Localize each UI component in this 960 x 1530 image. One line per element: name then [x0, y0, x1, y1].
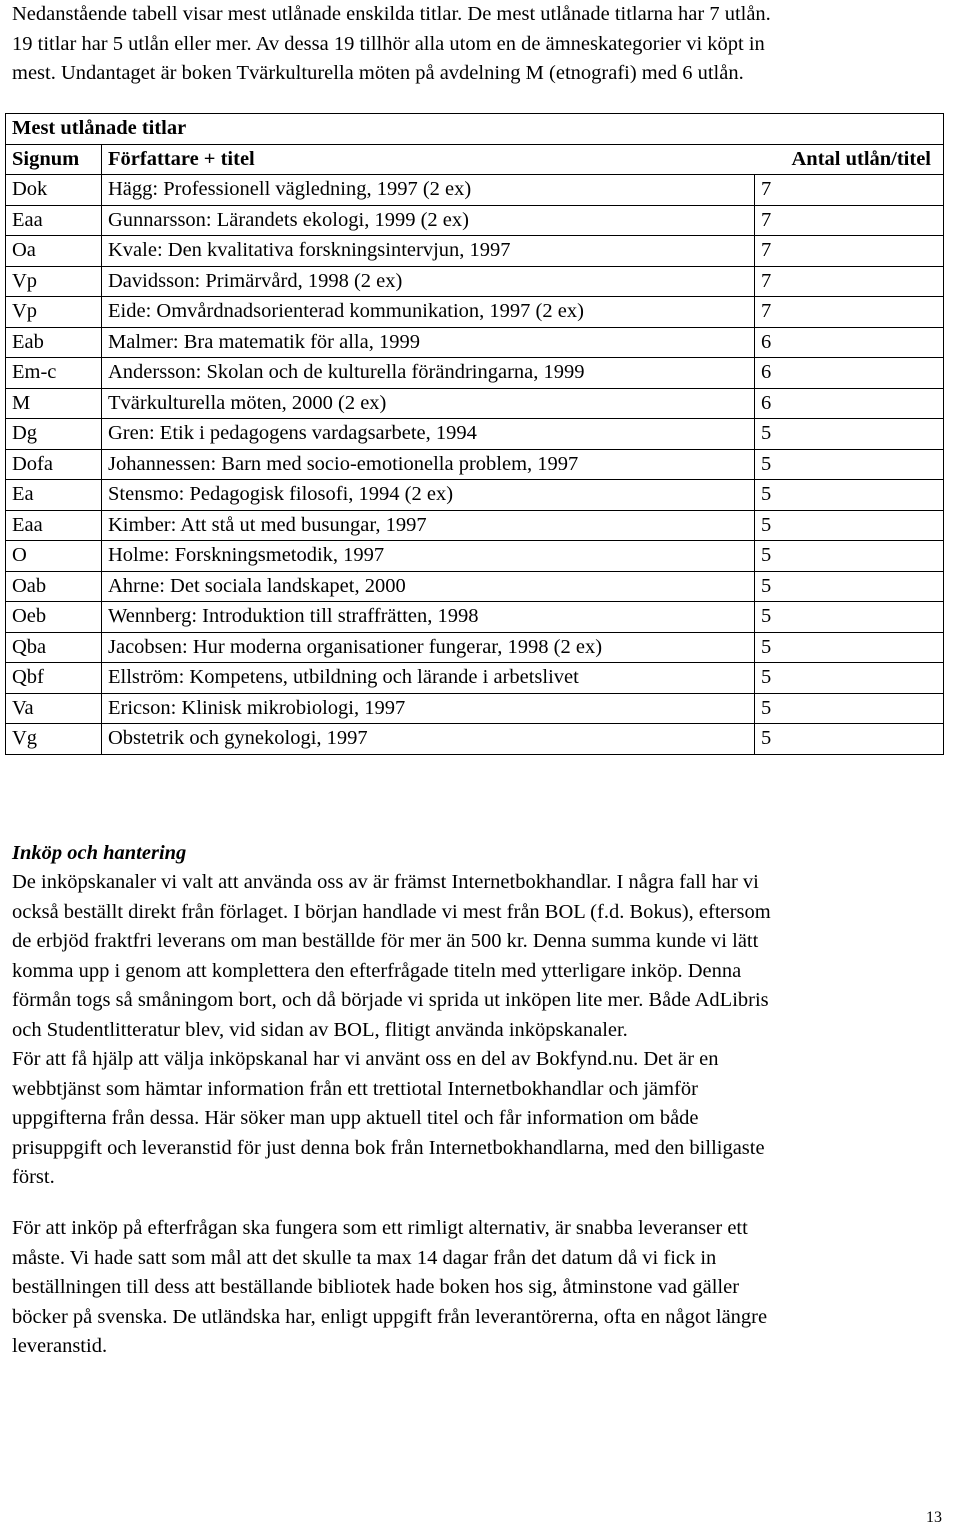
paragraph-line: leveranstid.: [12, 1335, 108, 1357]
table-row: [6, 663, 944, 694]
cell-title: Hägg: Professionell vägledning, 1997 (2 ex): [102, 175, 755, 206]
table-row: [6, 724, 944, 755]
cell-loans: 5: [755, 663, 944, 694]
table-row: [6, 510, 944, 541]
cell-title: Malmer: Bra matematik för alla, 1999: [102, 327, 755, 358]
cell-loans: 5: [755, 724, 944, 755]
intro-line: mest. Undantaget är boken Tvärkulturella möten på avdelning M (etnografi) med 6 utlån.: [12, 62, 744, 84]
table-row: [6, 480, 944, 511]
cell-loans: 5: [755, 541, 944, 572]
cell-loans: 5: [755, 602, 944, 633]
cell-signum: Vp: [6, 266, 102, 297]
page-number: 13: [926, 1509, 942, 1526]
cell-title: Eide: Omvårdnadsorienterad kommunikation, 1997 (2 ex): [102, 297, 755, 328]
cell-loans: 7: [755, 205, 944, 236]
paragraph-line: komma upp i genom att komplettera den efterfrågade titeln med ytterligare inköp. Denna: [12, 959, 742, 982]
table-caption-row: [6, 114, 944, 145]
paragraph-line: böcker på svenska. De utländska har, enligt uppgift från leverantörerna, ofta en något längre: [12, 1305, 768, 1328]
table-row: [6, 693, 944, 724]
section-heading: Inköp och hantering: [12, 842, 187, 864]
cell-title: Kimber: Att stå ut med busungar, 1997: [102, 510, 755, 541]
paragraph-line: först.: [12, 1166, 55, 1188]
most-borrowed-titles-table: [5, 113, 944, 755]
paragraph-line: de erbjöd fraktfri leverans om man beställde för mer än 500 kr. Denna summa kunde vi lätt: [12, 930, 759, 952]
purchase-paragraph-1: [12, 868, 952, 1193]
column-header-loans: Antal utlån/titel: [755, 144, 944, 175]
table-header-row: [6, 144, 944, 175]
table-row: [6, 541, 944, 572]
cell-loans: 6: [755, 327, 944, 358]
cell-signum: Dok: [6, 175, 102, 206]
table-row: [6, 205, 944, 236]
cell-signum: Em-c: [6, 358, 102, 389]
table-row: [6, 388, 944, 419]
paragraph-line: För att få hjälp att välja inköpskanal har vi använt oss en del av Bokfynd.nu. Det är en: [12, 1048, 719, 1070]
paragraph-line: De inköpskanaler vi valt att använda oss av är främst Internetbokhandlar. I några fall har vi: [12, 871, 759, 893]
cell-loans: 7: [755, 266, 944, 297]
cell-signum: O: [6, 541, 102, 572]
cell-loans: 7: [755, 175, 944, 206]
cell-signum: Qba: [6, 632, 102, 663]
cell-loans: 5: [755, 510, 944, 541]
cell-signum: Va: [6, 693, 102, 724]
cell-title: Jacobsen: Hur moderna organisationer fungerar, 1998 (2 ex): [102, 632, 755, 663]
intro-paragraph: [12, 0, 952, 89]
cell-signum: Vp: [6, 297, 102, 328]
table-row: [6, 571, 944, 602]
cell-signum: Ea: [6, 480, 102, 511]
column-header-title: Författare + titel: [102, 144, 755, 175]
cell-signum: Dofa: [6, 449, 102, 480]
cell-signum: Qbf: [6, 663, 102, 694]
table-row: [6, 297, 944, 328]
cell-loans: 6: [755, 358, 944, 389]
cell-loans: 5: [755, 449, 944, 480]
cell-signum: Eaa: [6, 205, 102, 236]
cell-title: Davidsson: Primärvård, 1998 (2 ex): [102, 266, 755, 297]
paragraph-line: och Studentlitteratur blev, vid sidan av BOL, flitigt använda inköpskanaler.: [12, 1018, 628, 1041]
table-row: [6, 632, 944, 663]
table-row: [6, 327, 944, 358]
column-header-signum: Signum: [6, 144, 102, 175]
table-row: [6, 236, 944, 267]
paragraph-line: prisuppgift och leveranstid för just denna bok från Internetbokhandlarna, med den billigaste: [12, 1136, 765, 1159]
cell-signum: Dg: [6, 419, 102, 450]
paragraph-line: uppgifterna från dessa. Här söker man upp aktuell titel och får information om både: [12, 1107, 699, 1129]
cell-signum: Oab: [6, 571, 102, 602]
paragraph-line: webbtjänst som hämtar information från ett trettiotal Internetbokhandlar och jämför: [12, 1077, 698, 1100]
cell-title: Johannessen: Barn med socio-emotionella problem, 1997: [102, 449, 755, 480]
table-row: [6, 358, 944, 389]
cell-signum: M: [6, 388, 102, 419]
paragraph-line: beställningen till dess att beställande bibliotek hade boken hos sig, åtminstone vad gäller: [12, 1276, 740, 1298]
cell-title: Gunnarsson: Lärandets ekologi, 1999 (2 ex): [102, 205, 755, 236]
table-row: [6, 602, 944, 633]
cell-loans: 5: [755, 571, 944, 602]
cell-title: Kvale: Den kvalitativa forskningsintervjun, 1997: [102, 236, 755, 267]
table-row: [6, 449, 944, 480]
cell-signum: Vg: [6, 724, 102, 755]
cell-loans: 5: [755, 632, 944, 663]
cell-loans: 5: [755, 480, 944, 511]
cell-loans: 7: [755, 297, 944, 328]
cell-signum: Oa: [6, 236, 102, 267]
cell-title: Ahrne: Det sociala landskapet, 2000: [102, 571, 755, 602]
paragraph-line: förmån togs så småningom bort, och då började vi sprida ut inköpen lite mer. Både AdLibris: [12, 989, 769, 1011]
cell-loans: 5: [755, 419, 944, 450]
cell-title: Ellström: Kompetens, utbildning och lärande i arbetslivet: [102, 663, 755, 694]
cell-title: Obstetrik och gynekologi, 1997: [102, 724, 755, 755]
cell-loans: 6: [755, 388, 944, 419]
paragraph-line: måste. Vi hade satt som mål att det skulle ta max 14 dagar från det datum då vi fick in: [12, 1246, 717, 1269]
cell-loans: 7: [755, 236, 944, 267]
table-row: [6, 266, 944, 297]
purchase-paragraph-2: [12, 1214, 952, 1362]
intro-line: 19 titlar har 5 utlån eller mer. Av dessa 19 tillhör alla utom en de ämneskategorier vi köpt in: [12, 32, 765, 55]
cell-signum: Eaa: [6, 510, 102, 541]
cell-signum: Oeb: [6, 602, 102, 633]
paragraph-line: också beställt direkt från förlaget. I början handlade vi mest från BOL (f.d. Bokus), eftersom: [12, 900, 771, 923]
cell-title: Tvärkulturella möten, 2000 (2 ex): [102, 388, 755, 419]
table-caption: Mest utlånade titlar: [6, 114, 944, 145]
cell-title: Ericson: Klinisk mikrobiologi, 1997: [102, 693, 755, 724]
cell-title: Gren: Etik i pedagogens vardagsarbete, 1994: [102, 419, 755, 450]
paragraph-line: För att inköp på efterfrågan ska fungera som ett rimligt alternativ, är snabba leveranser ett: [12, 1217, 748, 1239]
table-row: [6, 175, 944, 206]
intro-line: Nedanstående tabell visar mest utlånade enskilda titlar. De mest utlånade titlarna har 7 utlån.: [12, 3, 771, 25]
table-row: [6, 419, 944, 450]
cell-title: Wennberg: Introduktion till straffrätten, 1998: [102, 602, 755, 633]
cell-title: Stensmo: Pedagogisk filosofi, 1994 (2 ex): [102, 480, 755, 511]
cell-title: Andersson: Skolan och de kulturella förändringarna, 1999: [102, 358, 755, 389]
cell-loans: 5: [755, 693, 944, 724]
cell-signum: Eab: [6, 327, 102, 358]
cell-title: Holme: Forskningsmetodik, 1997: [102, 541, 755, 572]
